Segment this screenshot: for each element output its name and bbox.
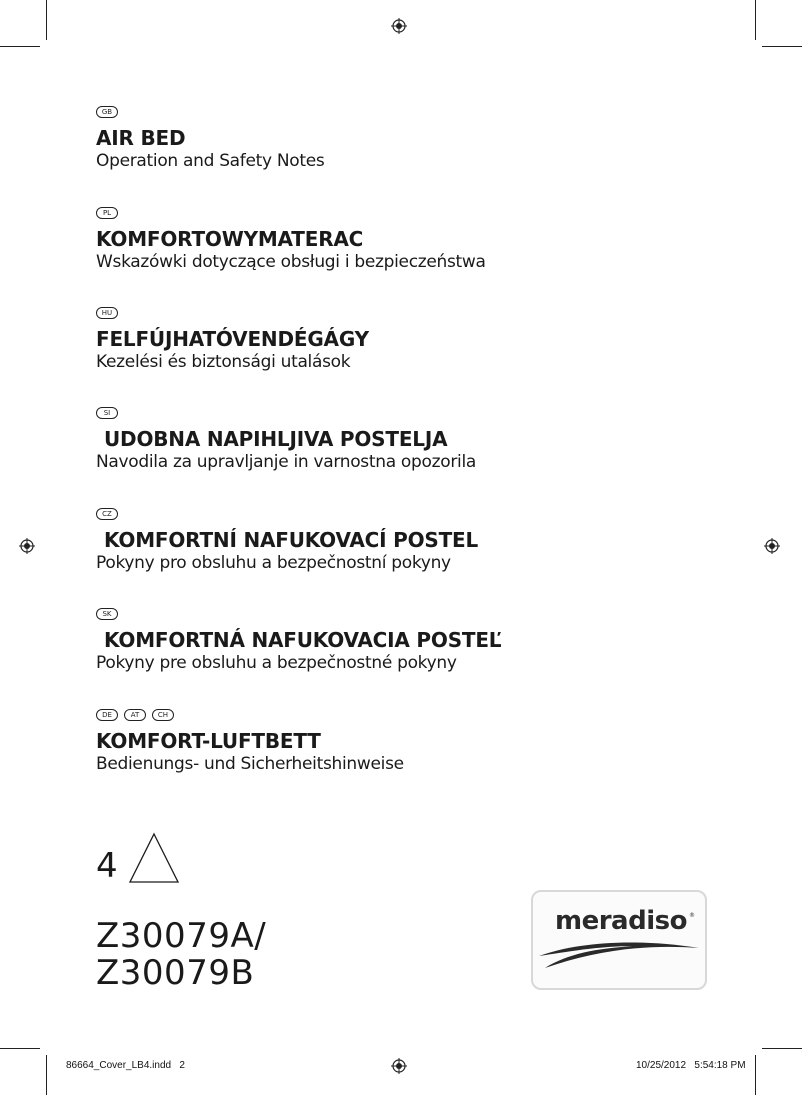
section-subtitle: Kezelési és biztonsági utalások	[96, 352, 351, 372]
language-badge: DE	[96, 709, 118, 721]
crop-mark	[762, 1048, 802, 1049]
language-badge: CZ	[96, 508, 118, 520]
print-slug-datetime: 10/25/2012 5:54:18 PM	[636, 1060, 746, 1071]
section-title: KOMFORTNÁ NAFUKOVACIA POSTEĽ	[104, 628, 502, 652]
section-cz	[96, 508, 716, 574]
crop-mark	[46, 1055, 47, 1095]
language-badge: SI	[96, 407, 118, 419]
registered-mark: ®	[689, 912, 695, 919]
model-line: Z30079A/	[96, 916, 267, 956]
model-number	[96, 918, 266, 992]
section-title: KOMFORTOWYMATERAC	[96, 227, 364, 251]
section-gb	[96, 106, 716, 172]
language-badges	[96, 508, 716, 522]
section-si	[96, 407, 716, 473]
brand-name: meradiso	[555, 906, 687, 936]
warning-triangle-icon	[128, 832, 180, 884]
registration-mark-icon	[391, 1058, 407, 1074]
person-capacity	[96, 832, 196, 884]
language-badges	[96, 307, 716, 321]
language-badge: CH	[152, 709, 174, 721]
crop-mark	[46, 0, 47, 40]
language-badge: GB	[96, 106, 118, 118]
language-badges	[96, 608, 716, 622]
section-pl	[96, 207, 716, 273]
person-count: 4	[96, 846, 118, 886]
swoosh-icon	[537, 934, 701, 974]
section-title: AIR BED	[96, 126, 186, 150]
language-badge: AT	[124, 709, 146, 721]
language-badge: SK	[96, 608, 118, 620]
section-subtitle: Pokyny pre obsluhu a bezpečnostné pokyny	[96, 653, 457, 673]
section-subtitle: Bedienungs- und Sicherheitshinweise	[96, 754, 404, 774]
crop-mark	[0, 46, 40, 47]
section-title: KOMFORT-LUFTBETT	[96, 729, 321, 753]
crop-mark	[762, 46, 802, 47]
crop-mark	[755, 0, 756, 40]
section-hu	[96, 307, 716, 373]
registration-mark-icon	[19, 538, 35, 554]
language-badge: PL	[96, 207, 118, 219]
section-subtitle: Operation and Safety Notes	[96, 151, 325, 171]
registration-mark-icon	[764, 538, 780, 554]
registration-mark-icon	[391, 18, 407, 34]
language-badges	[96, 207, 716, 221]
crop-mark	[755, 1055, 756, 1095]
language-badges	[96, 709, 716, 723]
section-title: UDOBNA NAPIHLJIVA POSTELJA	[104, 427, 448, 451]
print-slug-file: 86664_Cover_LB4.indd 2	[66, 1060, 185, 1071]
crop-mark	[0, 1048, 40, 1049]
language-badges	[96, 106, 716, 120]
section-de	[96, 709, 716, 775]
section-title: FELFÚJHATÓVENDÉGÁGY	[96, 327, 369, 351]
section-subtitle: Pokyny pro obsluhu a bezpečnostní pokyny	[96, 553, 451, 573]
section-subtitle: Navodila za upravljanje in varnostna opozorila	[96, 452, 476, 472]
section-sk	[96, 608, 716, 674]
brand-logo	[531, 890, 707, 990]
language-badge: HU	[96, 307, 118, 319]
section-title: KOMFORTNÍ NAFUKOVACÍ POSTEL	[104, 528, 479, 552]
section-subtitle: Wskazówki dotyczące obsługi i bezpieczeństwa	[96, 252, 486, 272]
language-badges	[96, 407, 716, 421]
model-line: Z30079B	[96, 953, 255, 993]
